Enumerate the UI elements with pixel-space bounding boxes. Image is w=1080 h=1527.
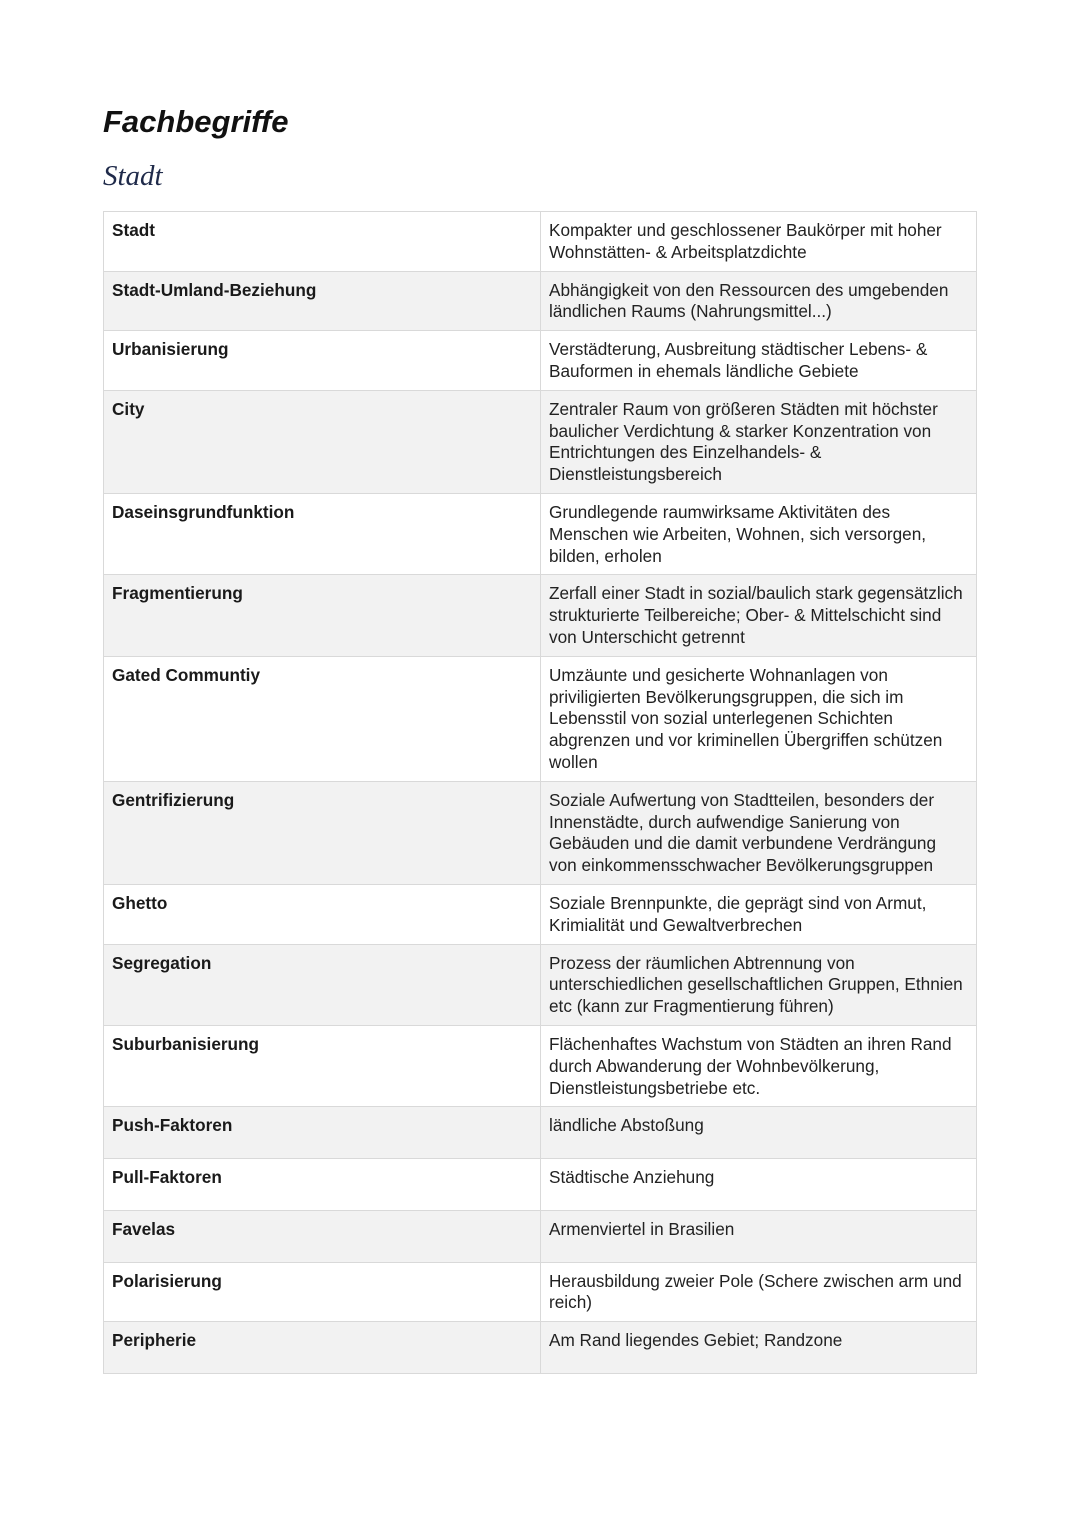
definition-cell: Herausbildung zweier Pole (Schere zwischen arm und reich): [541, 1262, 977, 1322]
section-title: Stadt: [103, 160, 163, 192]
table-row: [104, 1262, 977, 1322]
definition-cell: Städtische Anziehung: [541, 1159, 977, 1211]
definition-cell: Armenviertel in Brasilien: [541, 1210, 977, 1262]
table-row: [104, 390, 977, 493]
term-cell: Pull-Faktoren: [104, 1159, 541, 1211]
term-cell: Polarisierung: [104, 1262, 541, 1322]
table-row: [104, 212, 977, 272]
definition-cell: Flächenhaftes Wachstum von Städten an ihren Rand durch Abwanderung der Wohnbevölkerung, Dienstleistungsbetriebe etc.: [541, 1025, 977, 1106]
definition-cell: Verstädterung, Ausbreitung städtischer Lebens- & Bauformen in ehemals ländliche Gebiete: [541, 331, 977, 391]
definition-cell: Prozess der räumlichen Abtrennung von unterschiedlichen gesellschaftlichen Gruppen, Ethnien etc (kann zur Fragmentierung führen): [541, 944, 977, 1025]
term-cell: Gated Communtiy: [104, 656, 541, 781]
term-cell: Suburbanisierung: [104, 1025, 541, 1106]
table-row: [104, 781, 977, 884]
term-cell: Gentrifizierung: [104, 781, 541, 884]
term-cell: Stadt-Umland-Beziehung: [104, 271, 541, 331]
definition-cell: Zentraler Raum von größeren Städten mit höchster baulicher Verdichtung & starker Konzentration von Entrichtungen des Einzelhandels- & Dienstleistungsbereich: [541, 390, 977, 493]
table-row: [104, 1025, 977, 1106]
table-row: [104, 884, 977, 944]
term-cell: Push-Faktoren: [104, 1107, 541, 1159]
table-row: [104, 271, 977, 331]
table-row: [104, 331, 977, 391]
term-cell: Stadt: [104, 212, 541, 272]
term-cell: Daseinsgrundfunktion: [104, 493, 541, 574]
definition-cell: Umzäunte und gesicherte Wohnanlagen von priviligierten Bevölkerungsgruppen, die sich im Lebensstil von sozial unterlegenen Schichten abgrenzen und vor kriminellen Übergriffen schützen wollen: [541, 656, 977, 781]
table-row: [104, 1159, 977, 1211]
page-title: Fachbegriffe: [103, 104, 289, 139]
term-cell: Peripherie: [104, 1322, 541, 1374]
table-row: [104, 1322, 977, 1374]
definition-cell: Soziale Aufwertung von Stadtteilen, besonders der Innenstädte, durch aufwendige Sanierung von Gebäuden und die damit verbundene Verdrängung von einkommensschwacher Bevölkerungsgruppen: [541, 781, 977, 884]
table-row: [104, 493, 977, 574]
definition-cell: Abhängigkeit von den Ressourcen des umgebenden ländlichen Raums (Nahrungsmittel...): [541, 271, 977, 331]
term-cell: Favelas: [104, 1210, 541, 1262]
term-cell: Fragmentierung: [104, 575, 541, 656]
definition-cell: Kompakter und geschlossener Baukörper mit hoher Wohnstätten- & Arbeitsplatzdichte: [541, 212, 977, 272]
term-cell: Urbanisierung: [104, 331, 541, 391]
definition-cell: ländliche Abstoßung: [541, 1107, 977, 1159]
definition-cell: Am Rand liegendes Gebiet; Randzone: [541, 1322, 977, 1374]
definition-cell: Soziale Brennpunkte, die geprägt sind von Armut, Krimialität und Gewaltverbrechen: [541, 884, 977, 944]
table-row: [104, 1210, 977, 1262]
term-cell: City: [104, 390, 541, 493]
table-row: [104, 656, 977, 781]
table-row: [104, 1107, 977, 1159]
definition-cell: Grundlegende raumwirksame Aktivitäten des Menschen wie Arbeiten, Wohnen, sich versorgen, bilden, erholen: [541, 493, 977, 574]
term-cell: Ghetto: [104, 884, 541, 944]
table-row: [104, 575, 977, 656]
definition-cell: Zerfall einer Stadt in sozial/baulich stark gegensätzlich strukturierte Teilbereiche; Ober- & Mittelschicht sind von Unterschicht getrennt: [541, 575, 977, 656]
term-cell: Segregation: [104, 944, 541, 1025]
table-row: [104, 944, 977, 1025]
terms-table: [103, 211, 977, 1374]
